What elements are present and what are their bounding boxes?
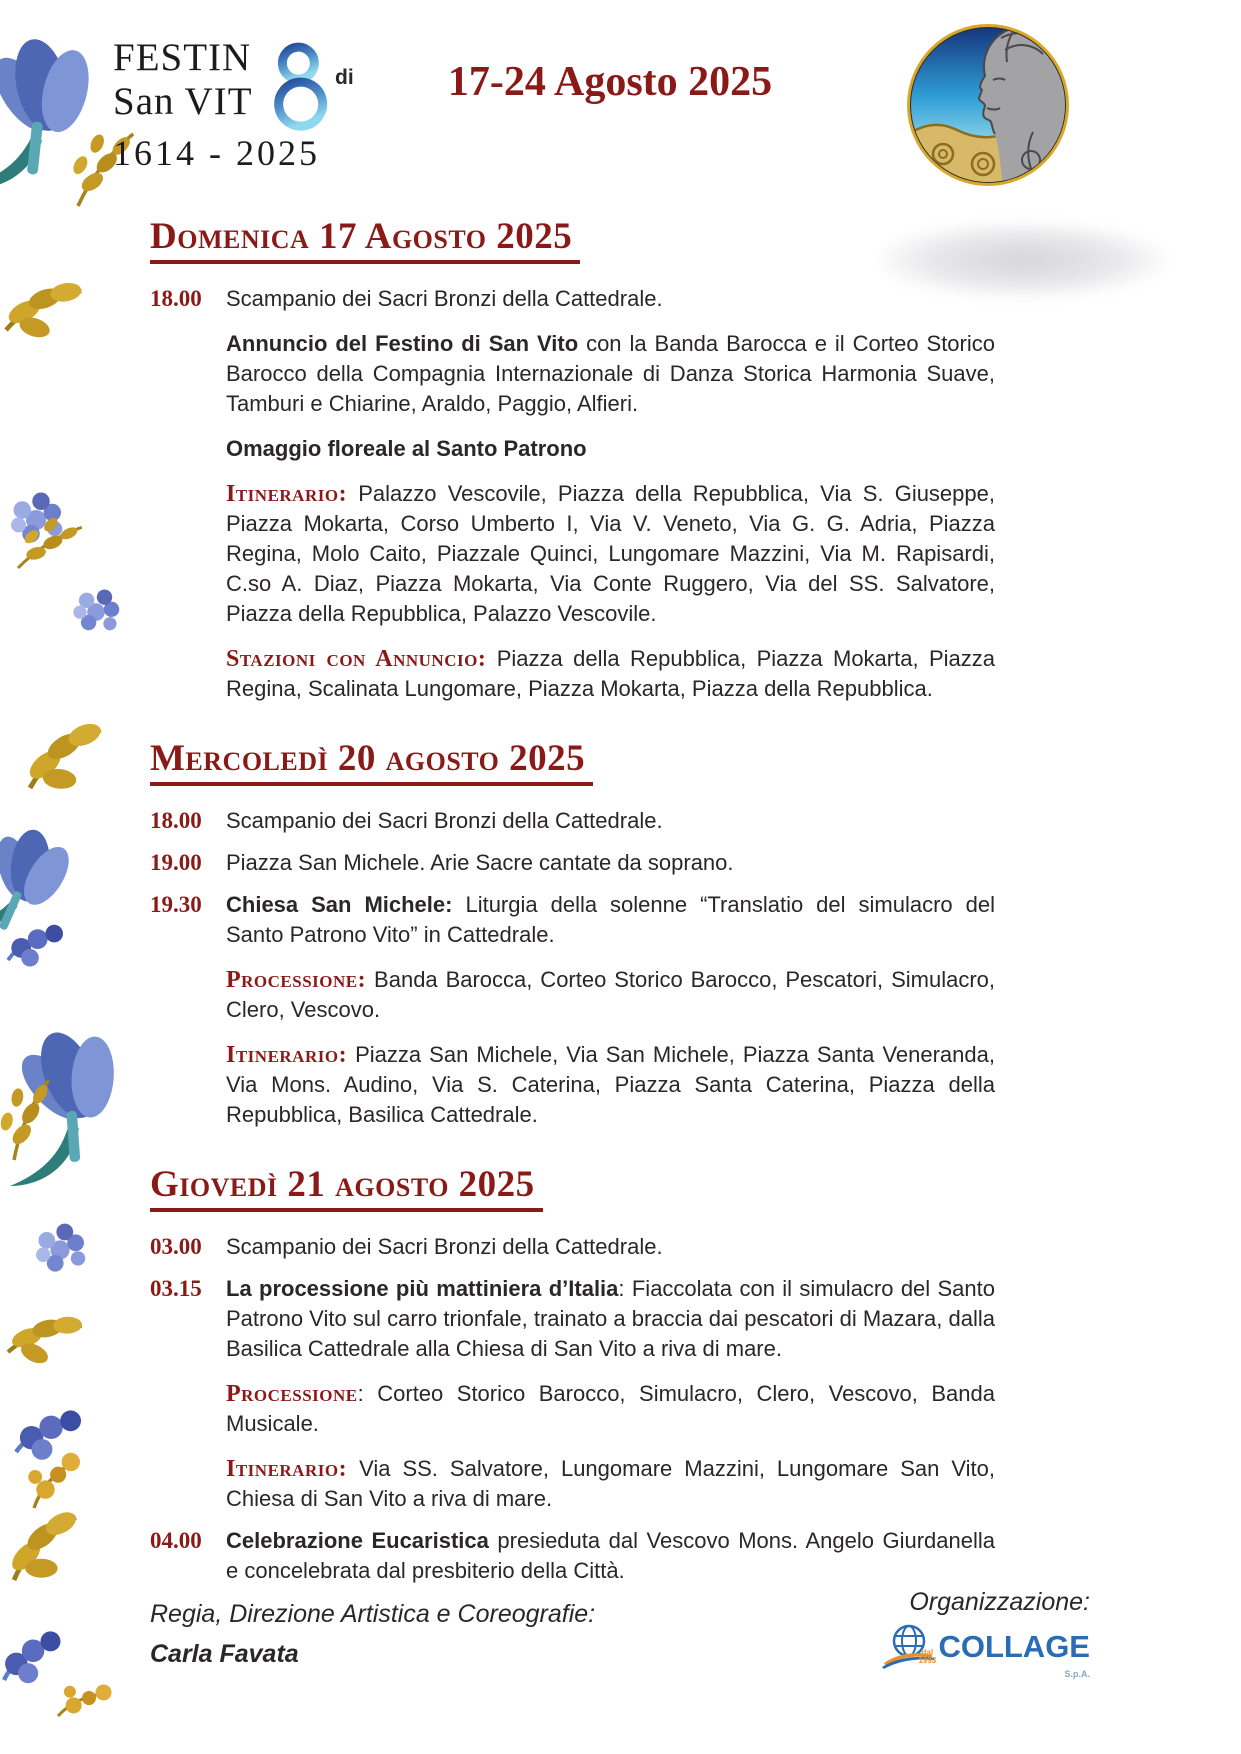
itinerario-label: Itinerario: xyxy=(226,1041,348,1068)
logo-di-label: di xyxy=(335,66,354,89)
event-time: 18.00 xyxy=(150,285,202,311)
event-paragraph: Itinerario: Piazza San Michele, Via San Michele, Piazza Santa Veneranda, Via Mons. Audino, Via S. Caterina, Piazza Santa Caterina, Piazza della Repubblica, Basilica Cattedrale. xyxy=(226,1041,995,1127)
processione-label: Processione: xyxy=(226,966,367,993)
collage-wordmark: COLLAGE xyxy=(938,1628,1090,1664)
event-paragraph: Celebrazione Eucaristica presieduta dal Vescovo Mons. Angelo Giurdanella e concelebrata dal presbiterio della Città. xyxy=(226,1527,995,1583)
event-time: 04.00 xyxy=(150,1527,202,1553)
event-row xyxy=(150,1274,995,1514)
collage-year: 1993 xyxy=(918,1656,937,1665)
event-row xyxy=(150,1232,995,1262)
section-domenica-17 xyxy=(150,218,995,704)
floral-border-illustration xyxy=(0,0,134,1754)
credits-name: Carla Favata xyxy=(150,1640,299,1668)
event-body xyxy=(226,848,995,878)
event-row xyxy=(150,848,995,878)
event-time: 18.00 xyxy=(150,807,202,833)
event-body xyxy=(226,284,995,704)
event-paragraph: La processione più mattiniera d’Italia: Fiaccolata con il simulacro del Santo Patrono Vito sul carro trionfale, trainato a braccia dai pescatori di Mazara, dalla Basilica Cattedrale alla Chiesa di San Vito a riva di mare. xyxy=(226,1275,995,1361)
logo-word-san-vito: San VIT xyxy=(113,80,253,123)
globe-icon xyxy=(882,1623,937,1669)
organization-label: Organizzazione: xyxy=(909,1588,1090,1616)
event-paragraph: Scampanio dei Sacri Bronzi della Cattedrale. xyxy=(226,807,663,833)
event-paragraph: Piazza San Michele. Arie Sacre cantate da soprano. xyxy=(226,849,734,875)
event-body xyxy=(226,1274,995,1514)
itinerario-label: Itinerario: xyxy=(226,1455,348,1482)
event-paragraph: Omaggio floreale al Santo Patrono xyxy=(226,435,587,461)
figure-eight-icon xyxy=(270,40,332,136)
processione-label: Processione xyxy=(226,1380,358,1407)
event-paragraph: Processione: Corteo Storico Barocco, Simulacro, Clero, Vescovo, Banda Musicale. xyxy=(226,1380,995,1436)
event-time: 19.00 xyxy=(150,849,202,875)
event-time: 03.15 xyxy=(150,1275,202,1301)
event-body xyxy=(226,1232,995,1262)
collage-logo xyxy=(780,1623,1090,1679)
stazioni-label: Stazioni con Annuncio: xyxy=(226,645,487,672)
event-paragraph: Annuncio del Festino di San Vito con la Banda Barocca e il Corteo Storico Barocco della Compagnia Internazionale di Danza Storica Harmonia Suave, Tamburi e Chiarine, Araldo, Paggio, Alfieri. xyxy=(226,330,995,416)
section-heading: Domenica 17 Agosto 2025 xyxy=(150,218,580,264)
event-body xyxy=(226,1526,995,1586)
page-title: 17-24 Agosto 2025 xyxy=(447,59,773,105)
credits-label: Regia, Direzione Artistica e Coreografie: xyxy=(150,1600,596,1628)
section-mercoledi-20 xyxy=(150,737,995,1130)
collage-spa-suffix: S.p.A. xyxy=(1064,1669,1090,1679)
event-paragraph: Scampanio dei Sacri Bronzi della Cattedrale. xyxy=(226,285,663,311)
event-body xyxy=(226,890,995,1130)
credits-block xyxy=(150,1594,595,1674)
event-row xyxy=(150,284,995,704)
program-content xyxy=(150,218,995,1622)
section-heading: Mercoledì 20 agosto 2025 xyxy=(150,740,593,786)
event-paragraph: Chiesa San Michele: Liturgia della solenne “Translatio del simulacro del Santo Patrono Vito” in Cattedrale. xyxy=(226,891,995,947)
event-body xyxy=(226,806,995,836)
event-paragraph: Scampanio dei Sacri Bronzi della Cattedrale. xyxy=(226,1233,663,1259)
logo-word-festino: FESTIN xyxy=(113,36,252,79)
statue-emblem xyxy=(905,22,1071,188)
event-row xyxy=(150,1526,995,1586)
logo-years: 1614 - 2025 xyxy=(113,133,320,173)
event-row xyxy=(150,890,995,1130)
organization-block xyxy=(780,1588,1090,1679)
event-row xyxy=(150,806,995,836)
event-time: 19.30 xyxy=(150,891,202,917)
event-paragraph: Stazioni con Annuncio: Piazza della Repubblica, Piazza Mokarta, Piazza Regina, Scalinata Lungomare, Piazza Mokarta, Piazza della Repubblica. xyxy=(226,645,995,701)
section-heading: Giovedì 21 agosto 2025 xyxy=(150,1166,543,1212)
itinerario-label: Itinerario: xyxy=(226,480,348,507)
collage-dal: dal xyxy=(921,1648,934,1657)
event-paragraph: Processione: Banda Barocca, Corteo Storico Barocco, Pescatori, Simulacro, Clero, Vescovo. xyxy=(226,966,995,1022)
event-paragraph: Itinerario: Via SS. Salvatore, Lungomare Mazzini, Lungomare San Vito, Chiesa di San Vito a riva di mare. xyxy=(226,1455,995,1511)
event-time: 03.00 xyxy=(150,1233,202,1259)
section-giovedi-21 xyxy=(150,1163,995,1586)
event-paragraph: Itinerario: Palazzo Vescovile, Piazza della Repubblica, Via S. Giuseppe, Piazza Mokarta, Corso Umberto I, Via V. Veneto, Via G. G. Adria, Piazza Regina, Molo Caito, Piazzale Quinci, Lungomare Mazzini, Via M. Rapisardi, C.so A. Diaz, Piazza Mokarta, Via Conte Ruggero, Via del SS. Salvatore, Piazza della Repubblica, Palazzo Vescovile. xyxy=(226,480,995,626)
